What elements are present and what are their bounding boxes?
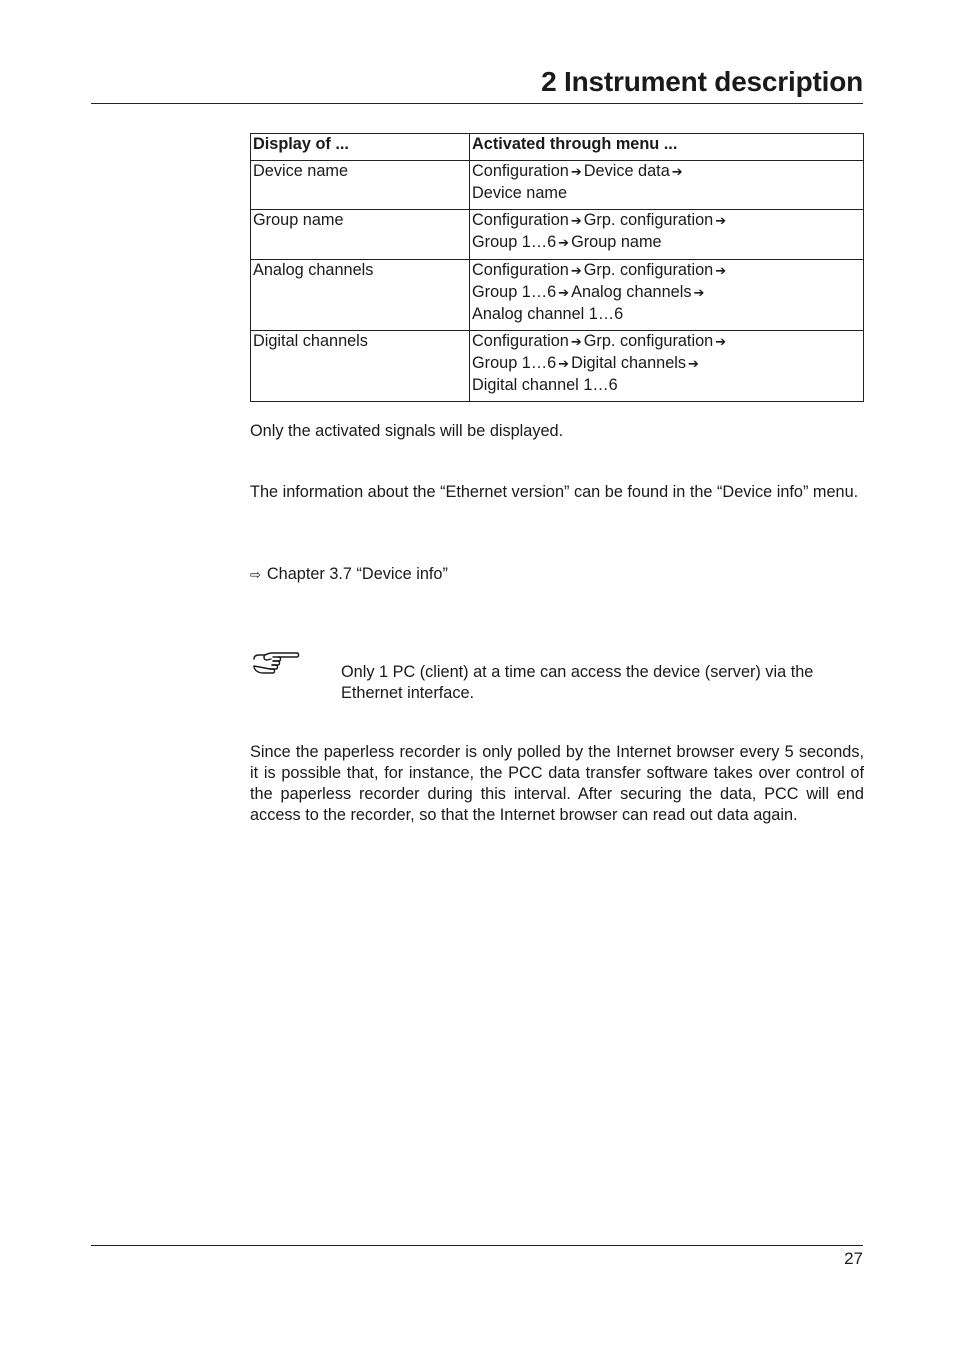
pointing-hand-icon — [251, 650, 301, 678]
menu-path-line — [472, 232, 861, 254]
menu-path-segment: Group name — [571, 233, 662, 251]
menu-path-line — [472, 210, 861, 232]
menu-path-segment: Device name — [472, 184, 568, 202]
menu-path-segment: Configuration — [472, 332, 569, 350]
table-row — [251, 260, 864, 331]
menu-path-segment: Configuration — [472, 261, 569, 279]
table-row — [251, 161, 864, 210]
menu-path-line — [472, 331, 861, 353]
note-text: Only 1 PC (client) at a time can access the device (server) via the Ethernet interface. — [341, 663, 814, 702]
right-arrow-icon: ➔ — [558, 236, 570, 251]
right-arrow-icon: ➔ — [570, 165, 582, 180]
menu-path-segment: Analog channels — [571, 283, 692, 301]
menu-path-line — [472, 260, 861, 282]
menu-path-cell — [470, 210, 864, 260]
polling-text: Since the paperless recorder is only polled by the Internet browser every 5 seconds, it is possible that, for instance, the PCC data transfer software takes over control of the paperless recorder during this interval. After securing the data, PCC will end access to the recorder, so that the Internet browser can read out data again. — [250, 743, 864, 824]
menu-path-cell — [470, 161, 864, 210]
display-cell: Group name — [251, 210, 470, 260]
menu-path-cell — [470, 260, 864, 331]
menu-path-segment: Group 1…6 — [472, 283, 557, 301]
display-cell: Digital channels — [251, 331, 470, 402]
menu-path-segment: Grp. configuration — [583, 332, 714, 350]
menu-path-segment: Configuration — [472, 211, 569, 229]
menu-path-line — [472, 353, 861, 375]
right-arrow-icon: ➔ — [715, 335, 727, 350]
table-body — [251, 161, 864, 402]
right-arrow-icon: ➔ — [570, 335, 582, 350]
column-header-display: Display of ... — [251, 134, 470, 161]
cross-reference[interactable] — [250, 564, 864, 586]
right-arrow-icon: ➔ — [570, 214, 582, 229]
table-row — [251, 331, 864, 402]
menu-path-line — [472, 161, 861, 183]
table-row — [251, 210, 864, 260]
activated-signals-text: Only the activated signals will be displayed. — [250, 422, 564, 440]
menu-path-segment: Grp. configuration — [583, 261, 714, 279]
menu-path-cell — [470, 331, 864, 402]
header-rule — [91, 103, 863, 104]
table-header-row — [251, 134, 864, 161]
hollow-arrow-icon: ⇨ — [250, 568, 261, 583]
page-number: 27 — [844, 1249, 863, 1268]
right-arrow-icon: ➔ — [558, 286, 570, 301]
menu-path-line — [472, 183, 861, 204]
menu-path-line — [472, 304, 861, 325]
menu-path-line — [472, 282, 861, 304]
right-arrow-icon: ➔ — [558, 357, 570, 372]
cross-reference-text: Chapter 3.7 “Device info” — [266, 565, 448, 583]
right-arrow-icon: ➔ — [688, 357, 699, 372]
menu-activation-table — [250, 133, 864, 402]
column-header-menu: Activated through menu ... — [470, 134, 864, 161]
menu-path-segment: Device data — [583, 162, 670, 180]
menu-path-segment: Group 1…6 — [472, 233, 557, 251]
right-arrow-icon: ➔ — [570, 264, 582, 279]
menu-path-segment: Configuration — [472, 162, 569, 180]
right-arrow-icon: ➔ — [671, 165, 683, 180]
right-arrow-icon: ➔ — [693, 286, 705, 301]
ethernet-version-text: The information about the “Ethernet version” can be found in the “Device info” menu. — [250, 483, 859, 501]
menu-path-segment: Grp. configuration — [583, 211, 714, 229]
footer-rule — [91, 1245, 863, 1246]
display-cell: Device name — [251, 161, 470, 210]
right-arrow-icon: ➔ — [715, 264, 727, 279]
menu-path-segment: Group 1…6 — [472, 354, 557, 372]
display-cell: Analog channels — [251, 260, 470, 331]
right-arrow-icon: ➔ — [715, 214, 727, 229]
menu-path-segment: Analog channel 1…6 — [472, 305, 624, 323]
page-title: 2 Instrument description — [541, 66, 863, 97]
menu-path-segment: Digital channel 1…6 — [472, 376, 618, 394]
menu-path-line — [472, 375, 861, 396]
menu-path-segment: Digital channels — [571, 354, 687, 372]
